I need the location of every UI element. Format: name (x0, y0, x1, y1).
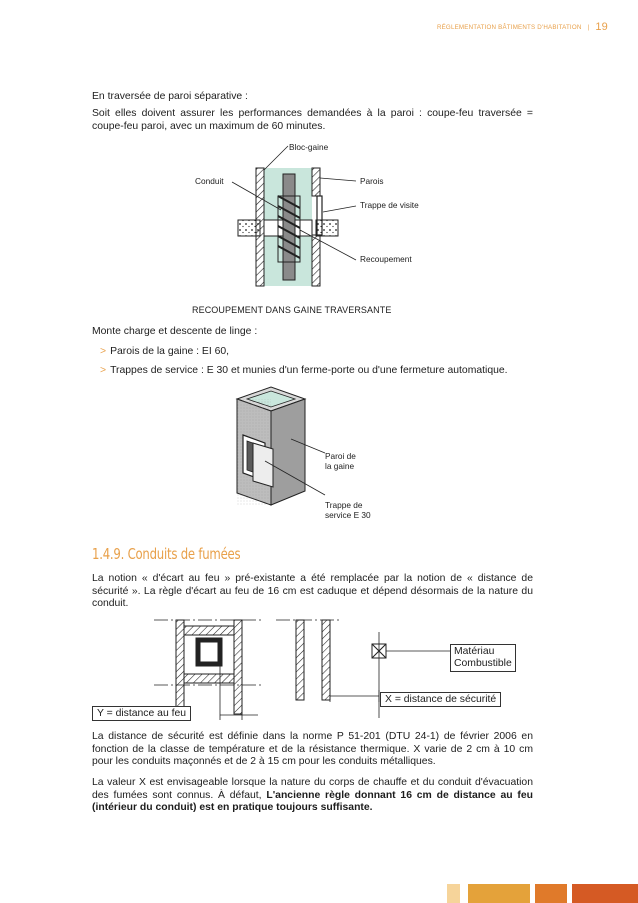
conduit-left-wall (296, 620, 304, 700)
label-recoupement: Recoupement (360, 254, 412, 264)
label-trappe-de-visite: Trappe de visite (360, 200, 419, 210)
footer-bar-1 (447, 884, 460, 903)
bullet-parois (100, 346, 229, 357)
top-slab (184, 626, 234, 635)
paragraph-norme: La distance de sécurité est définie dans la norme P 51-201 (DTU 24-1) de février 2006 en fonction de la classe de température et de la résistance thermique. X varie de 2 cm à 10 cm pour les conduits maçonnés et de 2 à 15 cm pour les conduits métalliques. (92, 731, 533, 768)
right-wall-bottom (312, 235, 320, 286)
label-trappe-line2: service E 30 (325, 510, 371, 520)
bottom-slab (184, 674, 234, 683)
conduit-wall (198, 640, 220, 664)
bullet-text: Trappes de service : E 30 et munies d'un ferme-porte ou d'une fermeture automatique. (110, 365, 508, 376)
label-paroi-line1: Paroi de (325, 451, 356, 461)
header-separator: | (587, 23, 590, 31)
left-outer-wall (176, 620, 184, 714)
label-materiau-line1: Matériau (454, 646, 495, 657)
footer-bar-2 (468, 884, 530, 903)
conduit-right-wall (322, 620, 330, 700)
label-materiau-line2: Combustible (454, 658, 512, 669)
diagram-gaine-isometrique (225, 383, 345, 513)
label-paroi-line2: la gaine (325, 461, 355, 471)
floor-slab-right (316, 220, 338, 236)
footer-bar-4 (572, 884, 638, 903)
page-number: 19 (595, 21, 608, 33)
section-number: 1.4.9. (92, 545, 125, 563)
valeur-x-text: La valeur X est envisageable lorsque la nature du corps de chauffe et du conduit d'évacuation des fumées sont connus. À défaut, (92, 777, 533, 801)
running-title: RÉGLEMENTATION BÂTIMENTS D'HABITATION (436, 23, 582, 31)
label-bloc-gaine: Bloc-gaine (289, 142, 329, 152)
right-wall-top (312, 168, 320, 196)
right-outer-wall (234, 620, 242, 714)
label-trappe-line1: Trappe de (325, 500, 363, 510)
bullet-marker: > (100, 365, 107, 376)
label-trappe-service (325, 500, 371, 520)
label-paroi-gaine (325, 451, 356, 471)
paragraph-paroi-separative: En traversée de paroi séparative : (92, 91, 248, 102)
shaft-right-face (271, 399, 305, 505)
section-title-text: Conduits de fumées (127, 545, 241, 563)
label-y-distance: Y = distance au feu (92, 706, 191, 721)
paragraph-ecart-au-feu: La notion « d'écart au feu » pré-existante a été remplacée par la notion de « distance de sécurité ». La règle d'écart au feu de 16 cm est caduque et dépend désormais de la nature du conduit. (92, 573, 533, 610)
label-parois: Parois (360, 176, 384, 186)
bullet-trappes (100, 365, 508, 376)
bullet-text: Parois de la gaine : EI 60, (110, 346, 230, 357)
label-x-distance: X = distance de sécurité (380, 692, 501, 707)
conduit-pipe (283, 174, 295, 280)
paragraph-performances: Soit elles doivent assurer les performances demandées à la paroi : coupe-feu traversée = coupe-feu paroi, avec un maximum de 60 minutes. (92, 108, 533, 132)
running-header (437, 21, 608, 33)
label-materiau-combustible (450, 644, 516, 672)
footer-bar-3 (535, 884, 567, 903)
valeur-x-bold: L'ancienne règle donnant 16 cm de distance au feu (intérieur du conduit) est en pratique toujours suffisante. (92, 789, 533, 814)
bullet-marker: > (100, 346, 107, 357)
section-title (92, 545, 240, 563)
paragraph-valeur-x (92, 777, 533, 815)
floor-slab-left (238, 220, 260, 236)
label-conduit: Conduit (195, 176, 224, 186)
diagram-recoupement (160, 138, 480, 298)
diagram-caption: RECOUPEMENT DANS GAINE TRAVERSANTE (192, 305, 392, 315)
paragraph-monte-charge: Monte charge et descente de linge : (92, 326, 258, 337)
